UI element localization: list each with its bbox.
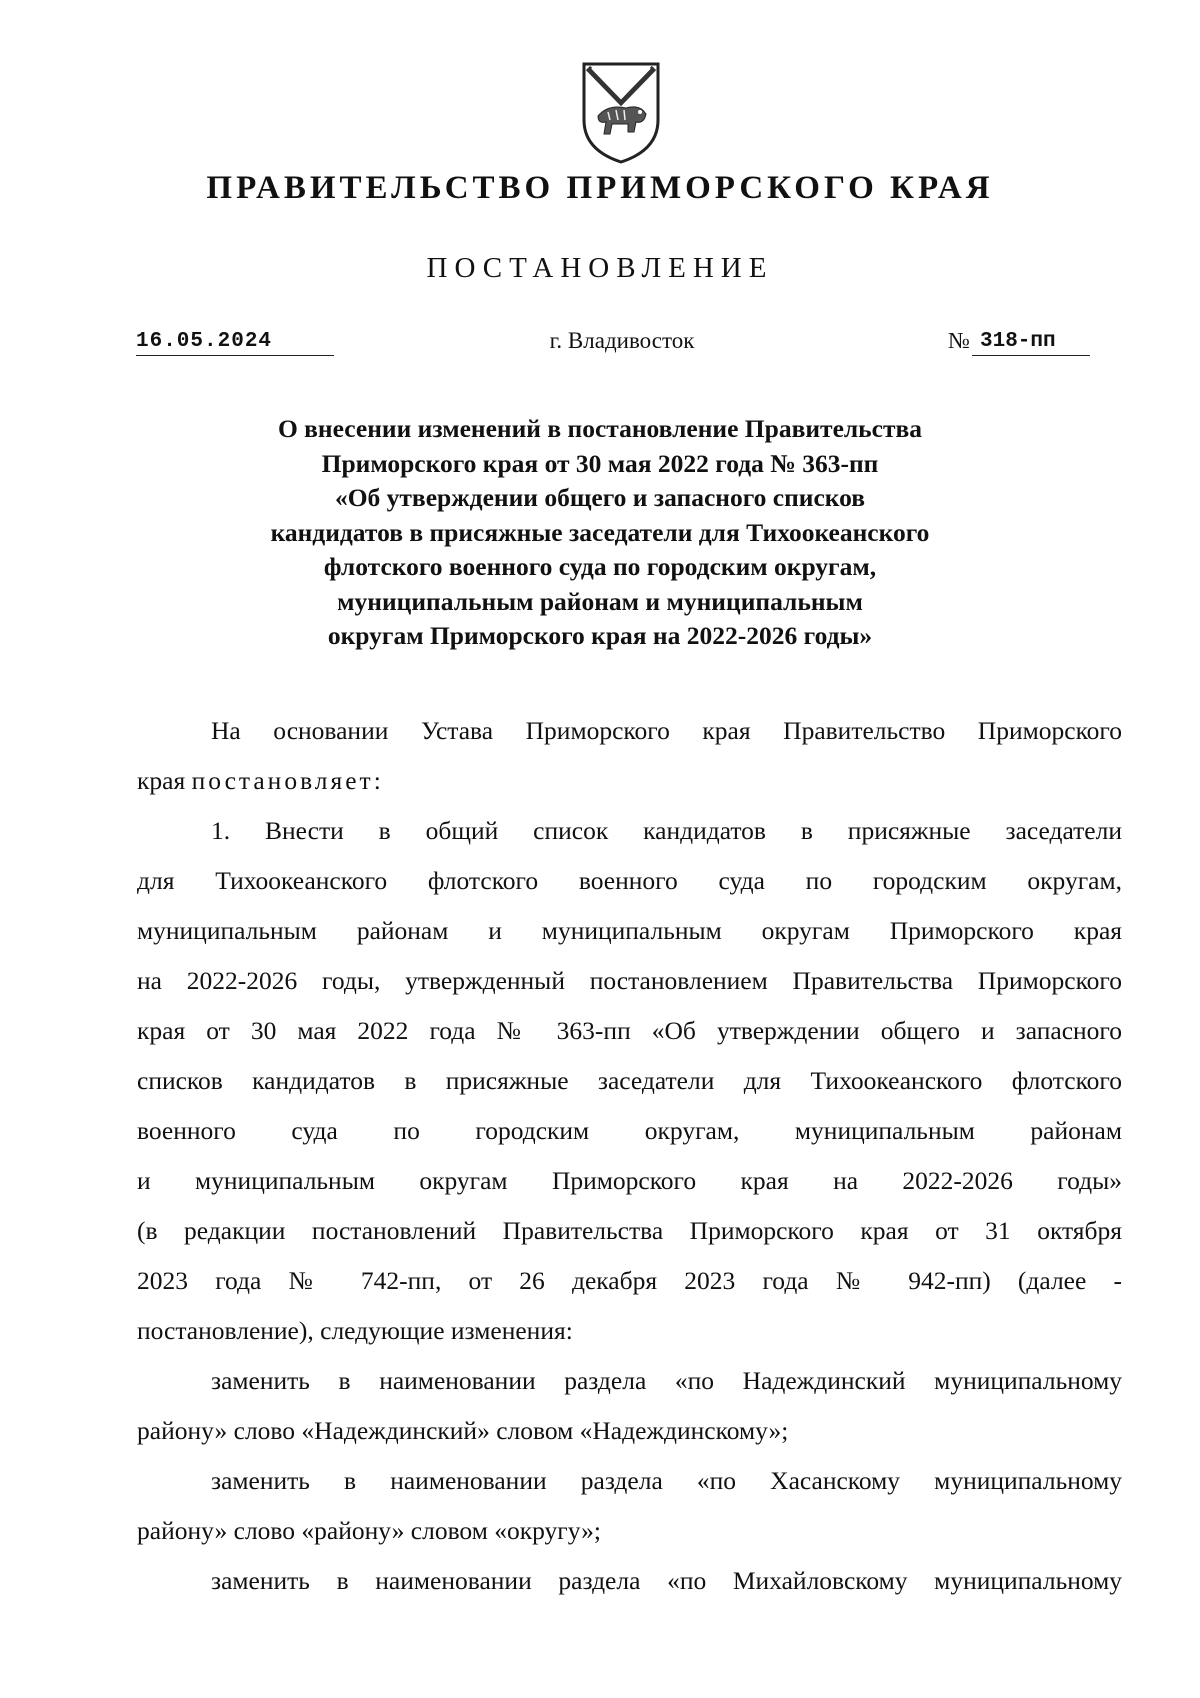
body-line: 1. Внести в общий список кандидатов в присяжные заседатели	[211, 816, 1122, 845]
body-line: муниципальным районам и муниципальным округам Приморского края	[137, 916, 1122, 945]
body-line: заменить в наименовании раздела «по Надеждинский муниципальному	[211, 1366, 1122, 1395]
body-line: району» слово «Надеждинский» словом «Надеждинскому»;	[137, 1416, 789, 1445]
body-line: на 2022-2026 годы, утвержденный постановлением Правительства Приморского	[137, 966, 1122, 995]
body-line: военного суда по городским округам, муниципальным районам	[137, 1116, 1122, 1145]
title-line: кандидатов в присяжные заседатели для Тихоокеанского	[270, 517, 930, 547]
body-line	[137, 756, 1122, 806]
body-line: края от 30 мая 2022 года № 363-пп «Об утверждении общего и запасного	[137, 1016, 1122, 1045]
body-line: 2023 года № 742-пп, от 26 декабря 2023 года № 942-пп) (далее -	[137, 1266, 1122, 1295]
body-line: и муниципальным округам Приморского края на 2022-2026 годы»	[137, 1166, 1122, 1195]
title-line: округам Приморского края на 2022-2026 годы»	[327, 621, 873, 650]
coat-of-arms-emblem	[578, 58, 664, 166]
document-number: 318-пп	[972, 330, 1090, 356]
body-line: заменить в наименовании раздела «по Михайловскому муниципальному	[211, 1566, 1122, 1595]
body-text: края	[137, 766, 186, 795]
title-line: муниципальным районам и муниципальным	[337, 586, 863, 616]
document-city: г. Владивосток	[549, 328, 695, 353]
organization-title: ПРАВИТЕЛЬСТВО ПРИМОРСКОГО КРАЯ	[206, 170, 994, 206]
number-sign: №	[948, 328, 970, 353]
body-line: району» слово «району» словом «округу»;	[137, 1516, 601, 1545]
body-line: постановление), следующие изменения:	[137, 1316, 573, 1345]
title-line: флотского военного суда по городским округам,	[323, 552, 877, 581]
document-title	[200, 412, 1000, 654]
title-line: «Об утверждении общего и запасного списков	[334, 483, 866, 512]
body-line: (в редакции постановлений Правительства Приморского края от 31 октября	[137, 1216, 1122, 1245]
body-line: списков кандидатов в присяжные заседатели для Тихоокеанского флотского	[137, 1066, 1122, 1095]
body-line: для Тихоокеанского флотского военного суда по городским округам,	[137, 866, 1122, 895]
document-date: 16.05.2024	[136, 330, 334, 356]
title-line: Приморского края от 30 мая 2022 года № 363-пп	[321, 448, 879, 478]
body-line: заменить в наименовании раздела «по Хасанскому муниципальному	[211, 1466, 1122, 1495]
body-line: На основании Устава Приморского края Правительство Приморского	[211, 716, 1122, 745]
resolves-word: постановляет:	[191, 766, 384, 795]
document-body	[137, 706, 1122, 1606]
title-line: О внесении изменений в постановление Правительства	[277, 414, 923, 443]
document-type: ПОСТАНОВЛЕНИЕ	[426, 252, 774, 284]
